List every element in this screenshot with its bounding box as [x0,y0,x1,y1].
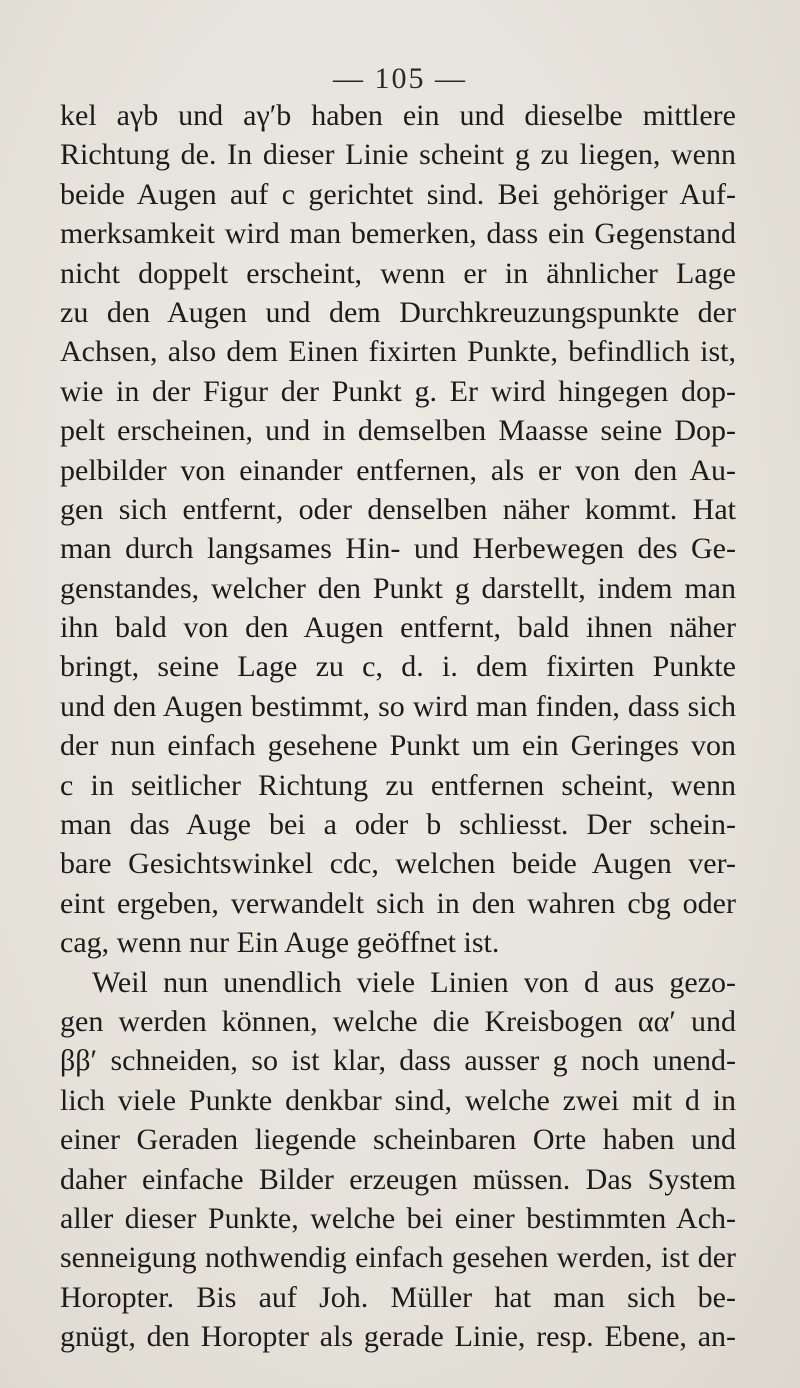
text-line: senneigung nothwendig einfach gesehen werden, ist der [60,1241,736,1275]
text-line: merksamkeit wird man bemerken, dass ein Gegenstand [60,217,736,251]
text-line: beide Augen auf c gerichtet sind. Bei gehöriger Auf- [60,177,736,211]
text-line: nicht doppelt erscheint, wenn er in ähnlicher Lage [60,256,736,290]
text-line: pelt erscheinen, und in demselben Maasse seine Dop- [60,414,736,448]
text-line: der nun einfach gesehene Punkt um ein Geringes von [60,729,736,763]
paragraph-start-line: Weil nun unendlich viele Linien von d aus gezo- [92,965,736,999]
text-line: wie in der Figur der Punkt g. Er wird hingegen dop- [60,374,736,408]
text-line: ihn bald von den Augen entfernt, bald ihnen näher [60,611,736,645]
text-line: eint ergeben, verwandelt sich in den wahren cbg oder [60,886,736,920]
text-line: genstandes, welcher den Punkt g darstellt, indem man [60,571,736,605]
body-text [60,96,736,1357]
page-number-header: — 105 — [333,62,467,95]
text-line: zu den Augen und dem Durchkreuzungspunkte der [60,295,736,329]
text-line: gen werden können, welche die Kreisbogen αα′ und [60,1004,736,1038]
text-line: bare Gesichtswinkel cdc, welchen beide Augen ver- [60,847,736,881]
text-line: daher einfache Bilder erzeugen müssen. Das System [60,1162,736,1196]
text-line: ββ′ schneiden, so ist klar, dass ausser g noch unend- [60,1044,736,1078]
text-line: c in seitlicher Richtung zu entfernen scheint, wenn [60,768,736,802]
text-line: Achsen, also dem Einen fixirten Punkte, befindlich ist, [60,335,736,369]
text-line: pelbilder von einander entfernen, als er von den Au- [60,453,736,487]
text-line: Richtung de. In dieser Linie scheint g zu liegen, wenn [60,138,736,172]
text-line: man das Auge bei a oder b schliesst. Der schein- [60,808,736,842]
text-line: kel aγb und aγ′b haben ein und dieselbe mittlere [60,99,736,132]
text-line: lich viele Punkte denkbar sind, welche zwei mit d in [60,1083,736,1117]
text-line: aller dieser Punkte, welche bei einer bestimmten Ach- [60,1201,736,1235]
text-line: bringt, seine Lage zu c, d. i. dem fixirten Punkte [60,650,736,684]
text-line: Horopter. Bis auf Joh. Müller hat man sich be- [60,1280,736,1314]
text-line: gnügt, den Horopter als gerade Linie, resp. Ebene, an- [60,1320,736,1354]
text-line: gen sich entfernt, oder denselben näher kommt. Hat [60,492,736,526]
text-line: und den Augen bestimmt, so wird man finden, dass sich [60,689,736,723]
text-line: cag, wenn nur Ein Auge geöffnet ist. [60,926,500,960]
text-line: man durch langsames Hin- und Herbewegen des Ge- [60,532,736,566]
text-line: einer Geraden liegende scheinbaren Orte haben und [60,1123,736,1157]
